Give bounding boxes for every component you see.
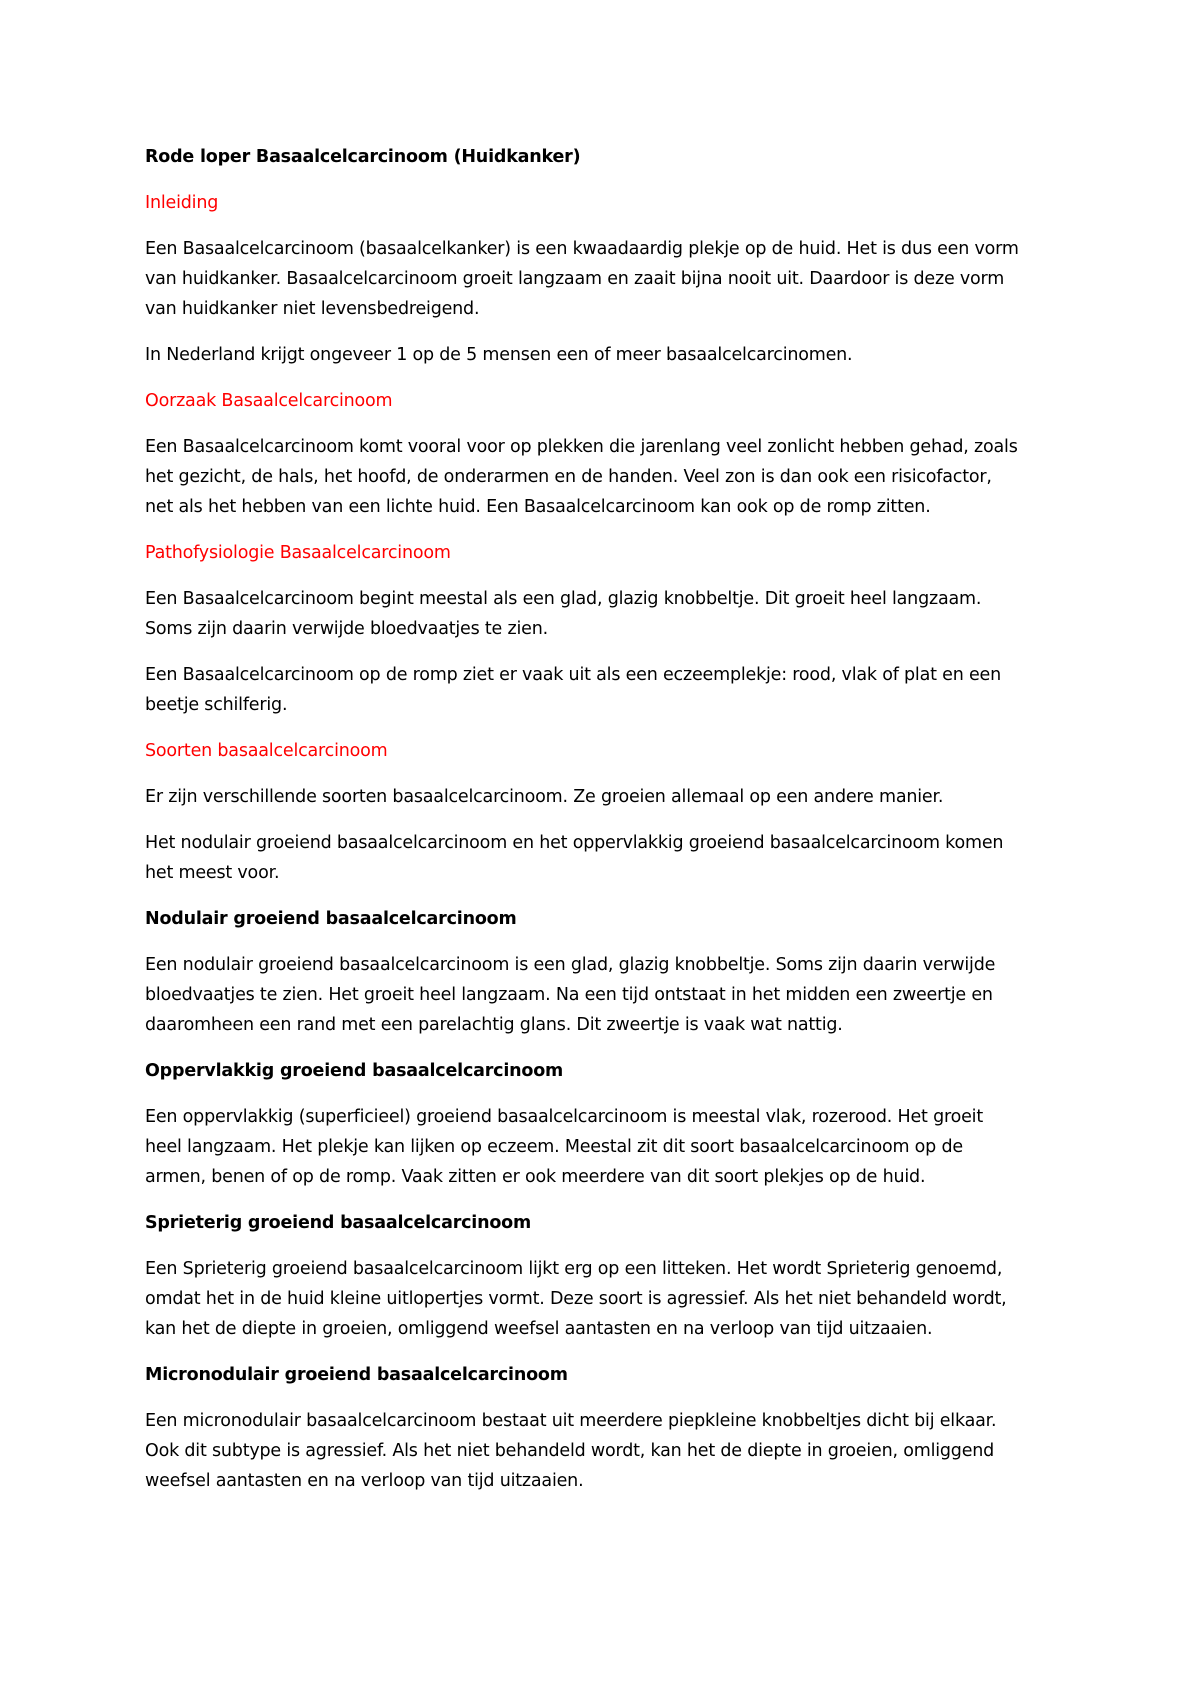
paragraph — [145, 432, 1065, 522]
paragraph-line: weefsel aantasten en na verloop van tijd uitzaaien. — [145, 1471, 584, 1491]
paragraph-line: Een Basaalcelcarcinoom komt vooral voor op plekken die jarenlang veel zonlicht hebben gehad, zoals — [145, 437, 1018, 457]
document-title: Rode loper Basaalcelcarcinoom (Huidkanker) — [145, 147, 581, 167]
subheading-oppervlakkig: Oppervlakkig groeiend basaalcelcarcinoom — [145, 1061, 564, 1081]
subheading-micronodulair: Micronodulair groeiend basaalcelcarcinoom — [145, 1365, 568, 1385]
paragraph-line: Het nodulair groeiend basaalcelcarcinoom en het oppervlakkig groeiend basaalcelcarcinoom komen — [145, 833, 1004, 853]
paragraph-line: daaromheen een rand met een parelachtig glans. Dit zweertje is vaak wat nattig. — [145, 1015, 843, 1035]
paragraph-line: net als het hebben van een lichte huid. Een Basaalcelcarcinoom kan ook op de romp zitten. — [145, 497, 931, 517]
paragraph-line: Een Basaalcelcarcinoom begint meestal als een glad, glazig knobbeltje. Dit groeit heel langzaam. — [145, 589, 982, 609]
paragraph-line: Soms zijn daarin verwijde bloedvaatjes te zien. — [145, 619, 548, 639]
section-heading-inleiding: Inleiding — [145, 193, 219, 213]
paragraph-line: Een oppervlakkig (superficieel) groeiend basaalcelcarcinoom is meestal vlak, rozerood. Het groeit — [145, 1107, 983, 1127]
paragraph — [145, 234, 1065, 324]
section-heading-oorzaak: Oorzaak Basaalcelcarcinoom — [145, 391, 393, 411]
paragraph — [145, 1254, 1065, 1344]
paragraph — [145, 950, 1065, 1040]
document-page — [145, 142, 1065, 1512]
paragraph-line: In Nederland krijgt ongeveer 1 op de 5 mensen een of meer basaalcelcarcinomen. — [145, 345, 853, 365]
paragraph-line: van huidkanker niet levensbedreigend. — [145, 299, 480, 319]
paragraph-line: bloedvaatjes te zien. Het groeit heel langzaam. Na een tijd ontstaat in het midden een zweertje en — [145, 985, 993, 1005]
paragraph — [145, 584, 1065, 644]
paragraph-line: heel langzaam. Het plekje kan lijken op eczeem. Meestal zit dit soort basaalcelcarcinoom op de — [145, 1137, 963, 1157]
paragraph-line: Een Basaalcelcarcinoom op de romp ziet er vaak uit als een eczeemplekje: rood, vlak of plat en een — [145, 665, 1001, 685]
paragraph — [145, 340, 1065, 370]
paragraph-line: Er zijn verschillende soorten basaalcelcarcinoom. Ze groeien allemaal op een andere manier. — [145, 787, 944, 807]
paragraph — [145, 828, 1065, 888]
section-heading-pathofysiologie: Pathofysiologie Basaalcelcarcinoom — [145, 543, 451, 563]
paragraph-line: Een micronodulair basaalcelcarcinoom bestaat uit meerdere piepkleine knobbeltjes dicht bij elkaar. — [145, 1411, 997, 1431]
paragraph — [145, 1102, 1065, 1192]
paragraph — [145, 1406, 1065, 1496]
paragraph-line: Een Basaalcelcarcinoom (basaalcelkanker) is een kwaadaardig plekje op de huid. Het is dus een vorm — [145, 239, 1019, 259]
subheading-nodulair: Nodulair groeiend basaalcelcarcinoom — [145, 909, 517, 929]
paragraph-line: van huidkanker. Basaalcelcarcinoom groeit langzaam en zaait bijna nooit uit. Daardoor is deze vorm — [145, 269, 1005, 289]
paragraph-line: het gezicht, de hals, het hoofd, de onderarmen en de handen. Veel zon is dan ook een risicofactor, — [145, 467, 992, 487]
paragraph-line: Een nodulair groeiend basaalcelcarcinoom is een glad, glazig knobbeltje. Soms zijn daarin verwijde — [145, 955, 996, 975]
paragraph-line: beetje schilferig. — [145, 695, 288, 715]
section-heading-soorten: Soorten basaalcelcarcinoom — [145, 741, 388, 761]
paragraph-line: Een Sprieterig groeiend basaalcelcarcinoom lijkt erg op een litteken. Het wordt Sprieterig genoemd, — [145, 1259, 1003, 1279]
paragraph-line: het meest voor. — [145, 863, 280, 883]
paragraph-line: omdat het in de huid kleine uitlopertjes vormt. Deze soort is agressief. Als het niet behandeld wordt, — [145, 1289, 1007, 1309]
subheading-sprieterig: Sprieterig groeiend basaalcelcarcinoom — [145, 1213, 532, 1233]
paragraph-line: Ook dit subtype is agressief. Als het niet behandeld wordt, kan het de diepte in groeien, omliggend — [145, 1441, 995, 1461]
paragraph-line: kan het de diepte in groeien, omliggend weefsel aantasten en na verloop van tijd uitzaaien. — [145, 1319, 933, 1339]
paragraph — [145, 782, 1065, 812]
paragraph — [145, 660, 1065, 720]
paragraph-line: armen, benen of op de romp. Vaak zitten er ook meerdere van dit soort plekjes op de huid. — [145, 1167, 926, 1187]
